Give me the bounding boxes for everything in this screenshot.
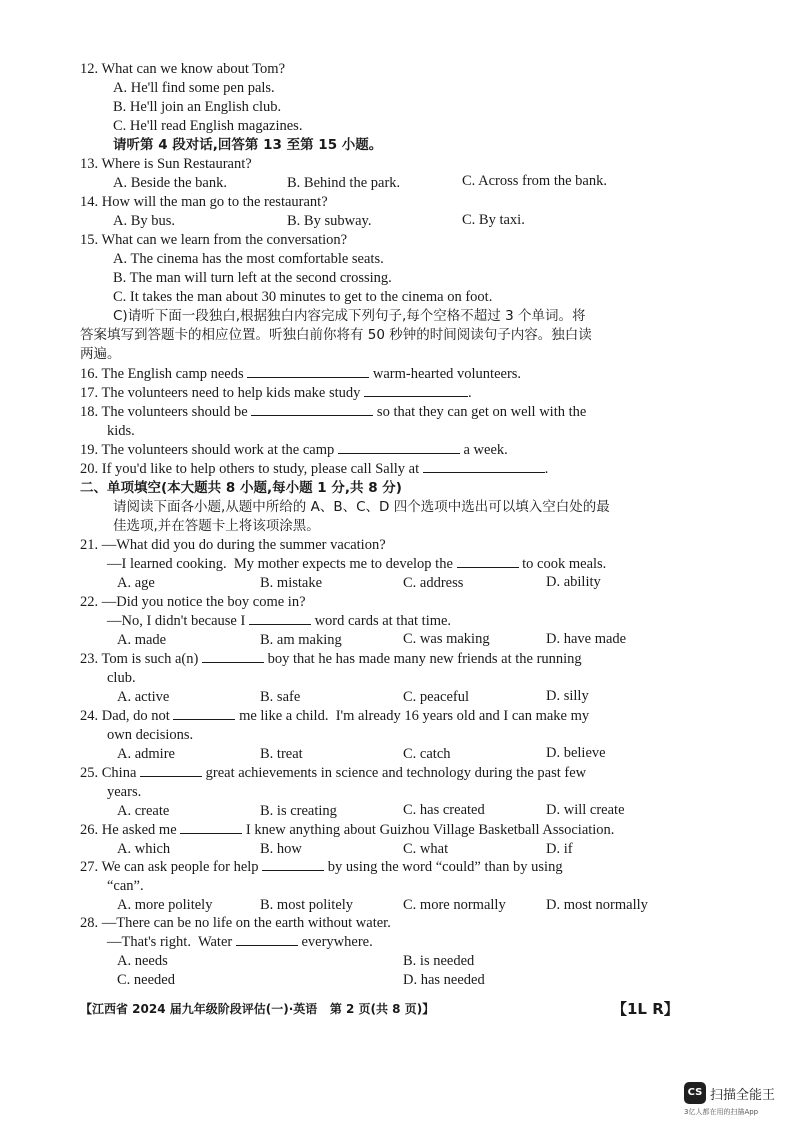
q26-before: 26. He asked me: [80, 822, 181, 838]
q14-option-c: C. By taxi.: [462, 212, 525, 228]
q21-blank: [457, 555, 519, 568]
q14-stem: 14. How will the man go to the restaurant?: [80, 194, 328, 210]
q18-after: so that they can get on well with the: [373, 404, 587, 420]
q15-stem: 15. What can we learn from the conversation?: [80, 232, 348, 248]
q26-option-a: A. which: [117, 841, 171, 857]
camscanner-logo-icon: CS: [684, 1082, 706, 1104]
q25-option-a: A. create: [117, 803, 170, 819]
q24: [80, 707, 589, 725]
q25-continuation: years.: [107, 784, 142, 800]
q27-option-a: A. more politely: [117, 897, 213, 913]
q19-before: 19. The volunteers should work at the camp: [80, 442, 338, 458]
scanner-watermark: [684, 1080, 788, 1118]
q23-option-c: C. peaceful: [403, 689, 470, 705]
q25-after: great achievements in science and technology during the past few: [202, 765, 587, 781]
q19-after: a week.: [459, 442, 508, 458]
q26-option-b: B. how: [260, 841, 302, 857]
q16: [80, 365, 521, 383]
q23: [80, 650, 582, 668]
q24-option-b: B. treat: [260, 746, 303, 762]
q17: [80, 384, 472, 402]
q20: [80, 460, 548, 478]
q22-option-d: D. have made: [546, 631, 627, 647]
q28-option-a: A. needs: [117, 953, 168, 969]
q27-continuation: “can”.: [107, 878, 144, 894]
q16-after: warm-hearted volunteers.: [369, 366, 522, 382]
q13-stem: 13. Where is Sun Restaurant?: [80, 156, 252, 172]
q23-continuation: club.: [107, 670, 136, 686]
q12-option-c: C. He'll read English magazines.: [113, 118, 303, 134]
section2-title: 二、单项填空(本大题共 8 小题,每小题 1 分,共 8 分): [80, 480, 402, 496]
q22-option-c: C. was making: [403, 631, 490, 647]
q26-after: I knew anything about Guizhou Village Basketball Association.: [242, 822, 615, 838]
q28-line2: [107, 933, 373, 951]
q15-option-c: C. It takes the man about 30 minutes to get to the cinema on foot.: [113, 289, 493, 305]
q16-blank: [247, 365, 369, 378]
q26: [80, 821, 614, 839]
q25-before: 25. China: [80, 765, 141, 781]
q22-line2-before: —No, I didn't because I: [107, 613, 249, 629]
q23-before: 23. Tom is such a(n): [80, 651, 202, 667]
q23-option-a: A. active: [117, 689, 170, 705]
q27-option-d: D. most normally: [546, 897, 648, 913]
q21-line2: [107, 555, 606, 573]
q27-blank: [262, 858, 324, 871]
q28-option-c: C. needed: [117, 972, 175, 988]
q22-blank: [249, 612, 311, 625]
q21-line2-before: —I learned cooking. My mother expects me to develop the: [107, 556, 457, 572]
q20-after: .: [544, 461, 549, 477]
q28-line1: 28. —There can be no life on the earth without water.: [80, 915, 391, 931]
q24-blank: [173, 707, 235, 720]
q28-blank: [236, 933, 298, 946]
q23-option-d: D. silly: [546, 688, 589, 704]
q27-before: 27. We can ask people for help: [80, 859, 263, 875]
section2-instruction-line1: 请阅读下面各小题,从题中所给的 A、B、C、D 四个选项中选出可以填入空白处的最: [113, 499, 610, 515]
q23-blank: [202, 650, 264, 663]
q24-option-c: C. catch: [403, 746, 451, 762]
q28-option-b: B. is needed: [403, 953, 475, 969]
q12-option-b: B. He'll join an English club.: [113, 99, 282, 115]
q24-continuation: own decisions.: [107, 727, 194, 743]
q21-option-c: C. address: [403, 575, 464, 591]
partc-instruction-line2: 答案填写到答题卡的相应位置。听独白前你将有 50 秒钟的时间阅读句子内容。独白读: [80, 327, 592, 343]
q25-option-c: C. has created: [403, 802, 485, 818]
q18-before: 18. The volunteers should be: [80, 404, 252, 420]
q14-option-a: A. By bus.: [113, 213, 176, 229]
q27-option-c: C. more normally: [403, 897, 506, 913]
q13-option-c: C. Across from the bank.: [462, 173, 607, 189]
q20-blank: [423, 460, 545, 473]
q23-after: boy that he has made many new friends at the running: [263, 651, 582, 667]
q21-option-b: B. mistake: [260, 575, 323, 591]
q12-option-a: A. He'll find some pen pals.: [113, 80, 275, 96]
q13-option-b: B. Behind the park.: [287, 175, 401, 191]
q15-option-b: B. The man will turn left at the second crossing.: [113, 270, 392, 286]
q22-option-a: A. made: [117, 632, 167, 648]
q24-option-d: D. believe: [546, 745, 606, 761]
q26-option-c: C. what: [403, 841, 449, 857]
q17-blank: [364, 384, 468, 397]
q22-line2: [107, 612, 451, 630]
q28-option-d: D. has needed: [403, 972, 485, 988]
q13-option-a: A. Beside the bank.: [113, 175, 227, 191]
q28-line2-after: everywhere.: [297, 934, 373, 950]
q24-before: 24. Dad, do not: [80, 708, 174, 724]
q17-after: .: [468, 385, 472, 401]
q16-before: 16. The English camp needs: [80, 366, 248, 382]
q26-option-d: D. if: [546, 841, 573, 857]
section4-instruction: 请听第 4 段对话,回答第 13 至第 15 小题。: [113, 137, 383, 153]
q20-before: 20. If you'd like to help others to study, please call Sally at: [80, 461, 423, 477]
q21-option-a: A. age: [117, 575, 155, 591]
paper-code: 【1L R】: [612, 1000, 679, 1018]
q27-after: by using the word “could” than by using: [324, 859, 563, 875]
q27: [80, 858, 563, 876]
q21-line2-after: to cook meals.: [518, 556, 607, 572]
q12-stem: 12. What can we know about Tom?: [80, 61, 286, 77]
q25-option-b: B. is creating: [260, 803, 337, 819]
q24-option-a: A. admire: [117, 746, 175, 762]
q27-option-b: B. most politely: [260, 897, 354, 913]
q18: [80, 403, 586, 421]
q25-blank: [140, 764, 202, 777]
q22-option-b: B. am making: [260, 632, 342, 648]
q22-line1: 22. —Did you notice the boy come in?: [80, 594, 306, 610]
q21-line1: 21. —What did you do during the summer vacation?: [80, 537, 386, 553]
partc-instruction-line3: 两遍。: [80, 346, 121, 362]
q28-line2-before: —That's right. Water: [107, 934, 236, 950]
watermark-tagline: 3亿人都在用的扫描App: [684, 1108, 759, 1116]
q25-option-d: D. will create: [546, 802, 625, 818]
q17-before: 17. The volunteers need to help kids make study: [80, 385, 365, 401]
q23-option-b: B. safe: [260, 689, 301, 705]
q22-line2-after: word cards at that time.: [310, 613, 452, 629]
q19: [80, 441, 508, 459]
q25: [80, 764, 586, 782]
watermark-name: 扫描全能王: [710, 1088, 776, 1103]
q15-option-a: A. The cinema has the most comfortable seats.: [113, 251, 384, 267]
q18-continuation: kids.: [107, 423, 135, 439]
section2-instruction-line2: 佳选项,并在答题卡上将该项涂黑。: [113, 518, 320, 534]
q26-blank: [180, 821, 242, 834]
q21-option-d: D. ability: [546, 574, 601, 590]
q18-blank: [251, 403, 373, 416]
page-footer: 【江西省 2024 届九年级阶段评估(一)·英语 第 2 页(共 8 页)】: [80, 1002, 435, 1016]
q24-after: me like a child. I'm already 16 years old and I can make my: [235, 708, 590, 724]
q14-option-b: B. By subway.: [287, 213, 372, 229]
q19-blank: [338, 441, 460, 454]
partc-instruction-line1: C)请听下面一段独白,根据独白内容完成下列句子,每个空格不超过 3 个单词。将: [113, 308, 586, 324]
